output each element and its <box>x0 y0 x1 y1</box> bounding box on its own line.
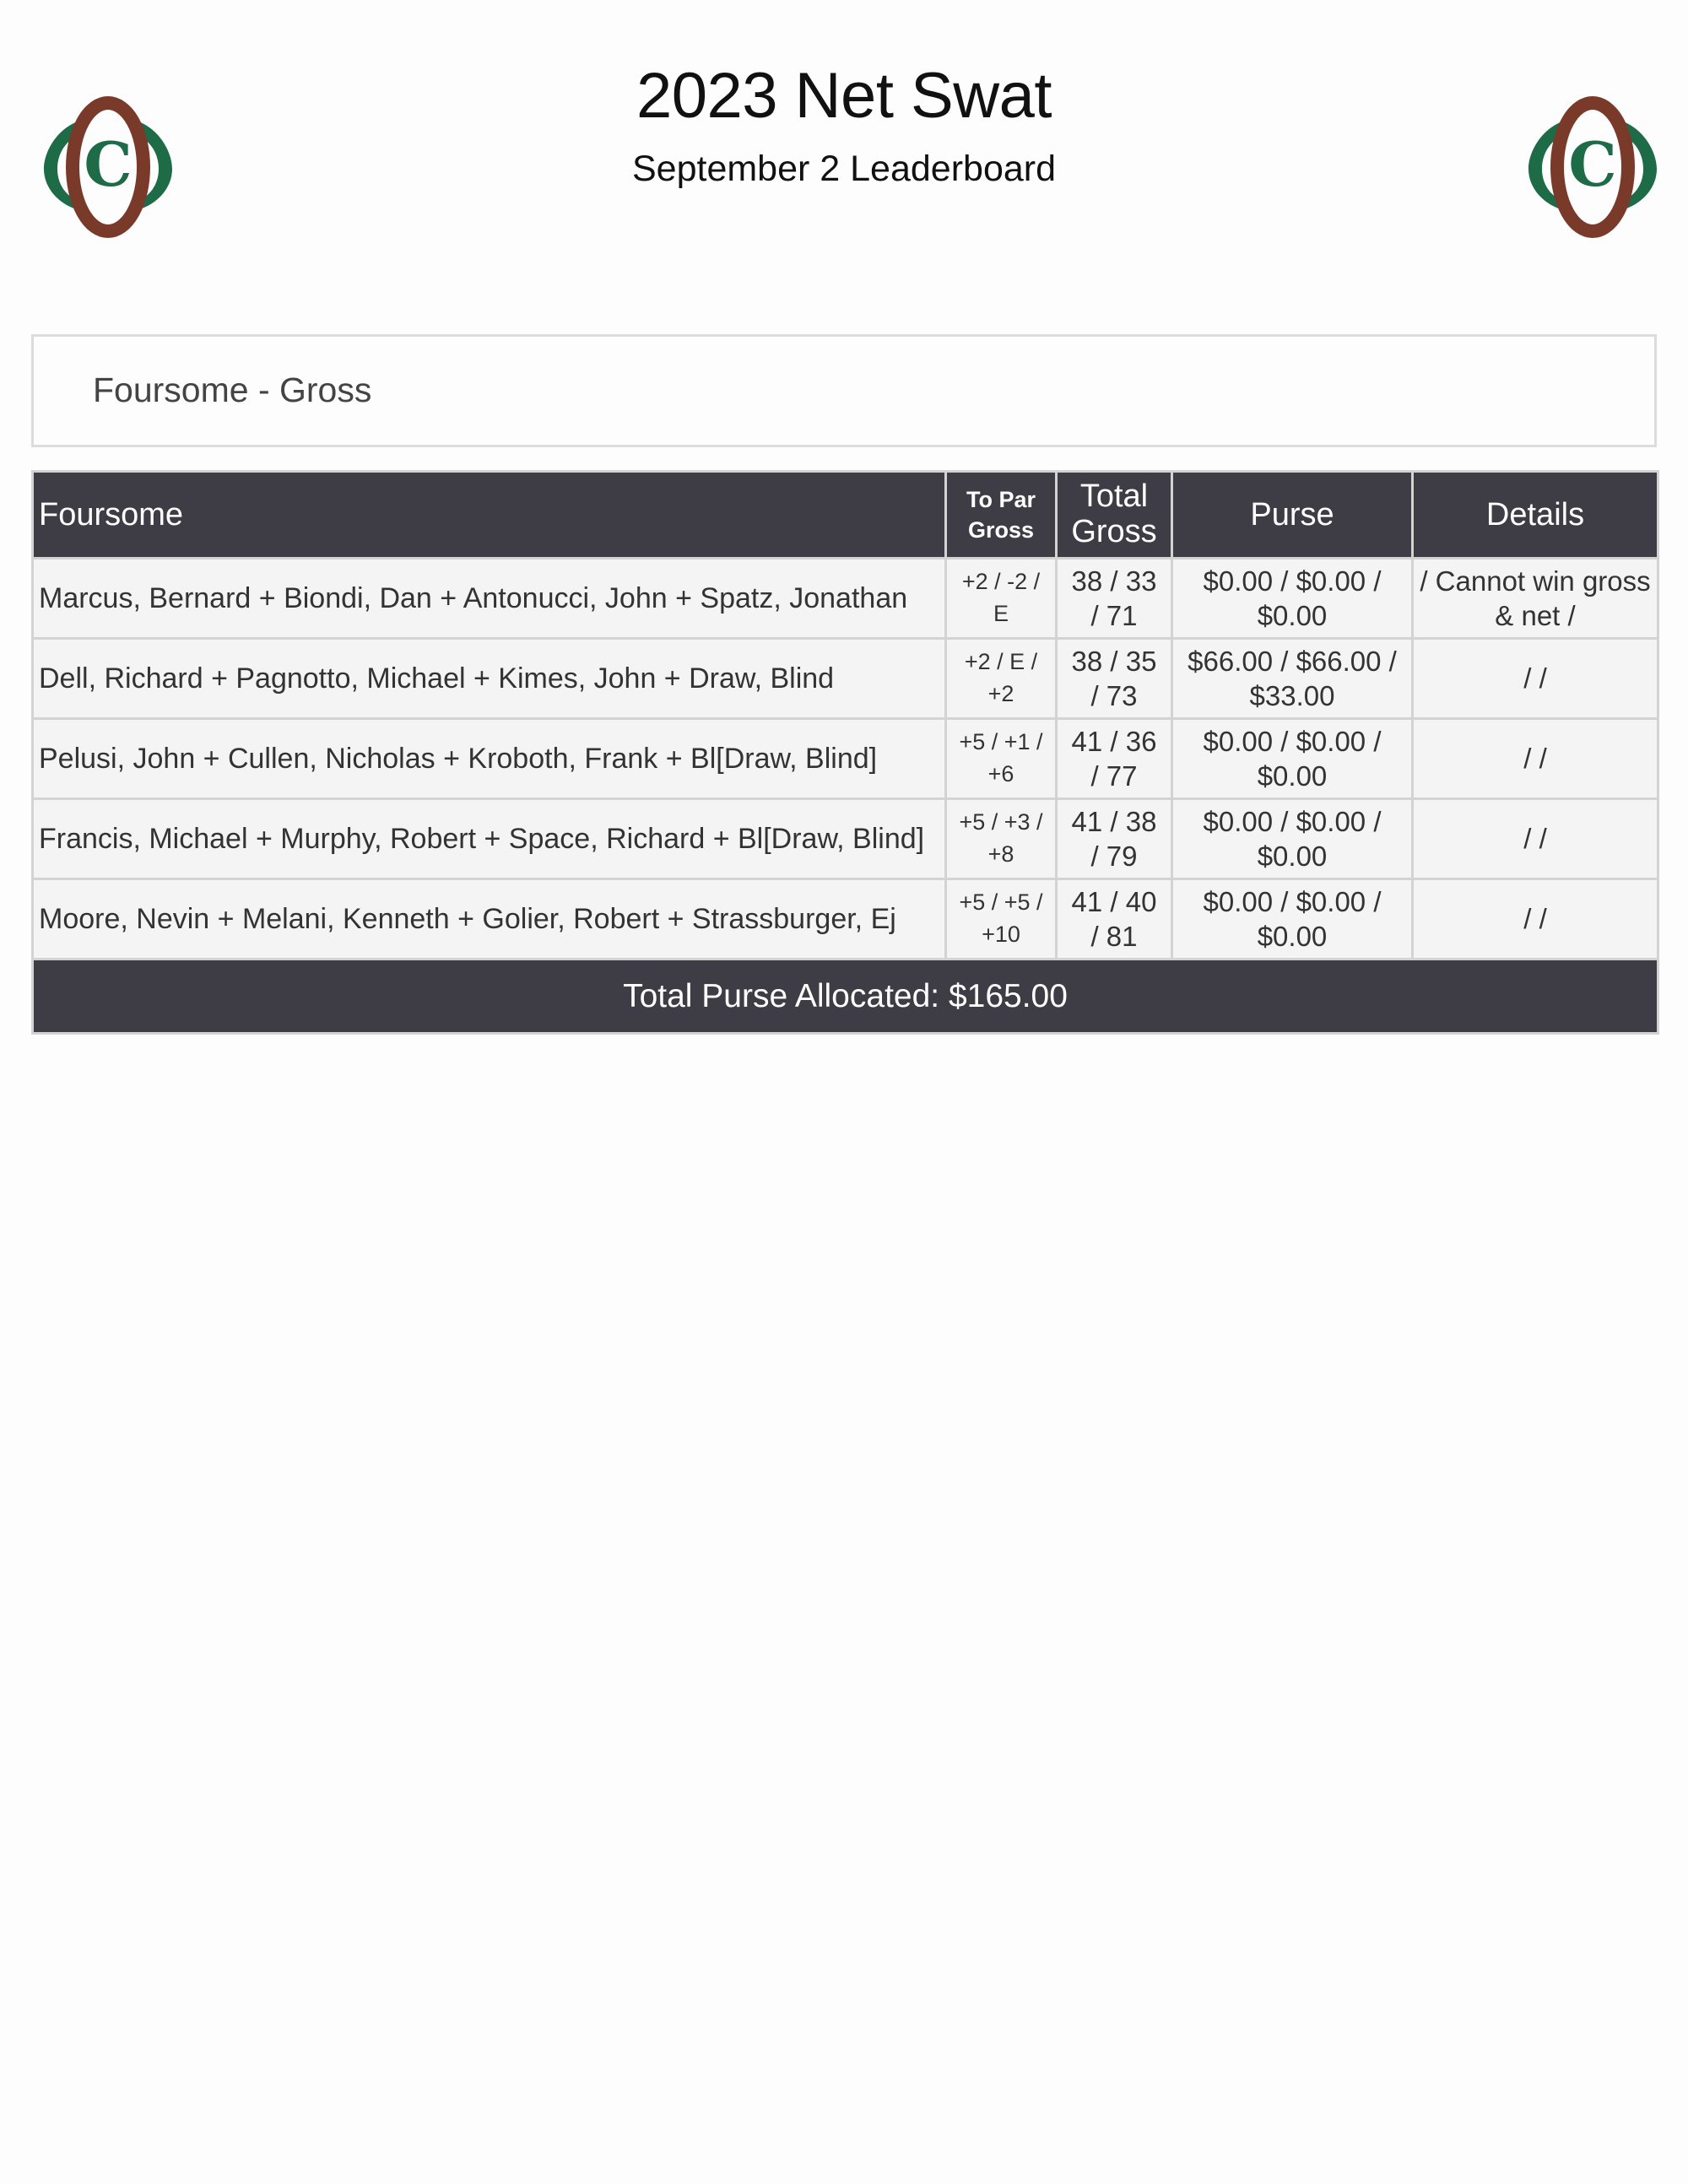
cell-details-line1: / / <box>1523 823 1547 855</box>
cell-total-gross <box>1057 879 1172 960</box>
cell-total-gross <box>1057 639 1172 719</box>
cell-total-gross <box>1057 559 1172 639</box>
cell-foursome <box>33 719 946 799</box>
cell-purse <box>1172 719 1413 799</box>
cell-to-par-gross-line1: +5 / +5 / <box>959 889 1043 916</box>
cell-purse-line1: $0.00 / $0.00 / <box>1203 565 1382 597</box>
cell-purse-line2: $0.00 <box>1257 600 1328 631</box>
cell-purse-line1: $66.00 / $66.00 / <box>1188 645 1397 677</box>
section-header <box>31 334 1657 447</box>
cell-to-par-gross-line1: +2 / E / <box>964 649 1038 675</box>
cell-details <box>1413 639 1658 719</box>
col-header-details: Details <box>1413 472 1658 559</box>
cell-to-par-gross <box>946 719 1057 799</box>
cell-details-line1: / / <box>1523 662 1547 695</box>
table-footer-row <box>33 960 1658 1034</box>
cell-to-par-gross-line1: +5 / +3 / <box>959 809 1043 835</box>
cell-total-gross-line2: / 73 <box>1090 680 1138 711</box>
table-row <box>33 719 1658 799</box>
cell-purse-line2: $0.00 <box>1257 760 1328 792</box>
cell-foursome <box>33 559 946 639</box>
svg-text:C: C <box>1568 128 1617 200</box>
cell-purse-line2: $0.00 <box>1257 921 1328 952</box>
page-title: 2023 Net Swat <box>636 60 1052 132</box>
cell-to-par-gross <box>946 799 1057 879</box>
cell-details-line2: & net / <box>1495 600 1576 631</box>
cell-foursome-line1: Moore, Nevin + Melani, Kenneth + Golier, Robert + Strassburger, Ej <box>39 902 896 935</box>
cell-details <box>1413 799 1658 879</box>
cell-foursome-line1: Marcus, Bernard + Biondi, Dan + Antonucci, John + Spatz, Jonathan <box>39 581 908 614</box>
cell-purse <box>1172 799 1413 879</box>
cell-total-gross-line2: / 81 <box>1090 921 1138 952</box>
cell-details-line1: / Cannot win gross <box>1420 565 1651 597</box>
cell-purse-line2: $0.00 <box>1257 841 1328 872</box>
cell-foursome-line1: Francis, Michael + Murphy, Robert + Space, Richard + Bl[Draw, Blind] <box>39 822 925 855</box>
cell-total-gross-line1: 38 / 35 <box>1071 645 1157 677</box>
col-header-to-par <box>946 472 1057 559</box>
cell-foursome-line1: Dell, Richard + Pagnotto, Michael + Kimes, John + Draw, Blind <box>39 662 835 695</box>
cell-total-gross-line1: 41 / 36 <box>1071 725 1157 757</box>
cell-to-par-gross-line2: +10 <box>982 922 1020 947</box>
table-row <box>33 639 1658 719</box>
cell-to-par-gross-line1: +2 / -2 / <box>961 569 1041 595</box>
cell-details-line1: / / <box>1523 743 1547 775</box>
col-header-total-line1: Total <box>1079 478 1149 515</box>
cell-total-gross-line2: / 79 <box>1090 841 1138 872</box>
cell-details <box>1413 719 1658 799</box>
cell-total-gross-line1: 41 / 40 <box>1071 885 1157 917</box>
col-header-total-gross <box>1057 472 1172 559</box>
cell-total-gross <box>1057 799 1172 879</box>
cell-to-par-gross-line2: E <box>993 601 1009 626</box>
cell-foursome-line1: Pelusi, John + Cullen, Nicholas + Kroboth, Frank + Bl[Draw, Blind] <box>39 742 878 775</box>
col-header-total-line2: Gross <box>1071 514 1157 549</box>
cell-purse-line1: $0.00 / $0.00 / <box>1203 885 1382 917</box>
page-subtitle: September 2 Leaderboard <box>631 149 1057 189</box>
cell-total-gross-line1: 41 / 38 <box>1071 805 1157 837</box>
cell-purse <box>1172 879 1413 960</box>
col-header-purse: Purse <box>1172 472 1413 559</box>
col-header-to-par-line2: Gross <box>967 517 1035 543</box>
cell-purse-line1: $0.00 / $0.00 / <box>1203 725 1382 757</box>
cell-total-gross-line2: / 77 <box>1090 760 1138 792</box>
cell-foursome <box>33 639 946 719</box>
table-row <box>33 879 1658 960</box>
section-label: Foursome - Gross <box>93 370 372 409</box>
total-purse-allocated: Total Purse Allocated: $165.00 <box>33 960 1658 1034</box>
table-row <box>33 799 1658 879</box>
cell-to-par-gross-line2: +8 <box>987 841 1014 867</box>
cell-foursome <box>33 799 946 879</box>
cell-foursome <box>33 879 946 960</box>
cell-to-par-gross-line2: +2 <box>987 681 1014 706</box>
cell-details <box>1413 879 1658 960</box>
cell-to-par-gross-line2: +6 <box>987 761 1014 787</box>
cell-to-par-gross <box>946 559 1057 639</box>
cell-to-par-gross-line1: +5 / +1 / <box>959 729 1043 755</box>
col-header-foursome: Foursome <box>33 472 946 559</box>
cell-purse-line1: $0.00 / $0.00 / <box>1203 805 1382 837</box>
cell-details <box>1413 559 1658 639</box>
table-row <box>33 559 1658 639</box>
svg-text:C: C <box>84 128 133 200</box>
cell-total-gross-line2: / 71 <box>1090 600 1138 631</box>
cell-total-gross-line1: 38 / 33 <box>1071 565 1157 597</box>
cell-purse <box>1172 559 1413 639</box>
cell-to-par-gross <box>946 879 1057 960</box>
cell-purse-line2: $33.00 <box>1249 680 1335 711</box>
cell-purse <box>1172 639 1413 719</box>
col-header-to-par-line1: To Par <box>966 486 1036 512</box>
leaderboard-table <box>31 470 1659 1035</box>
cell-details-line1: / / <box>1523 903 1547 935</box>
cell-to-par-gross <box>946 639 1057 719</box>
table-header-row <box>33 472 1658 559</box>
cell-total-gross <box>1057 719 1172 799</box>
